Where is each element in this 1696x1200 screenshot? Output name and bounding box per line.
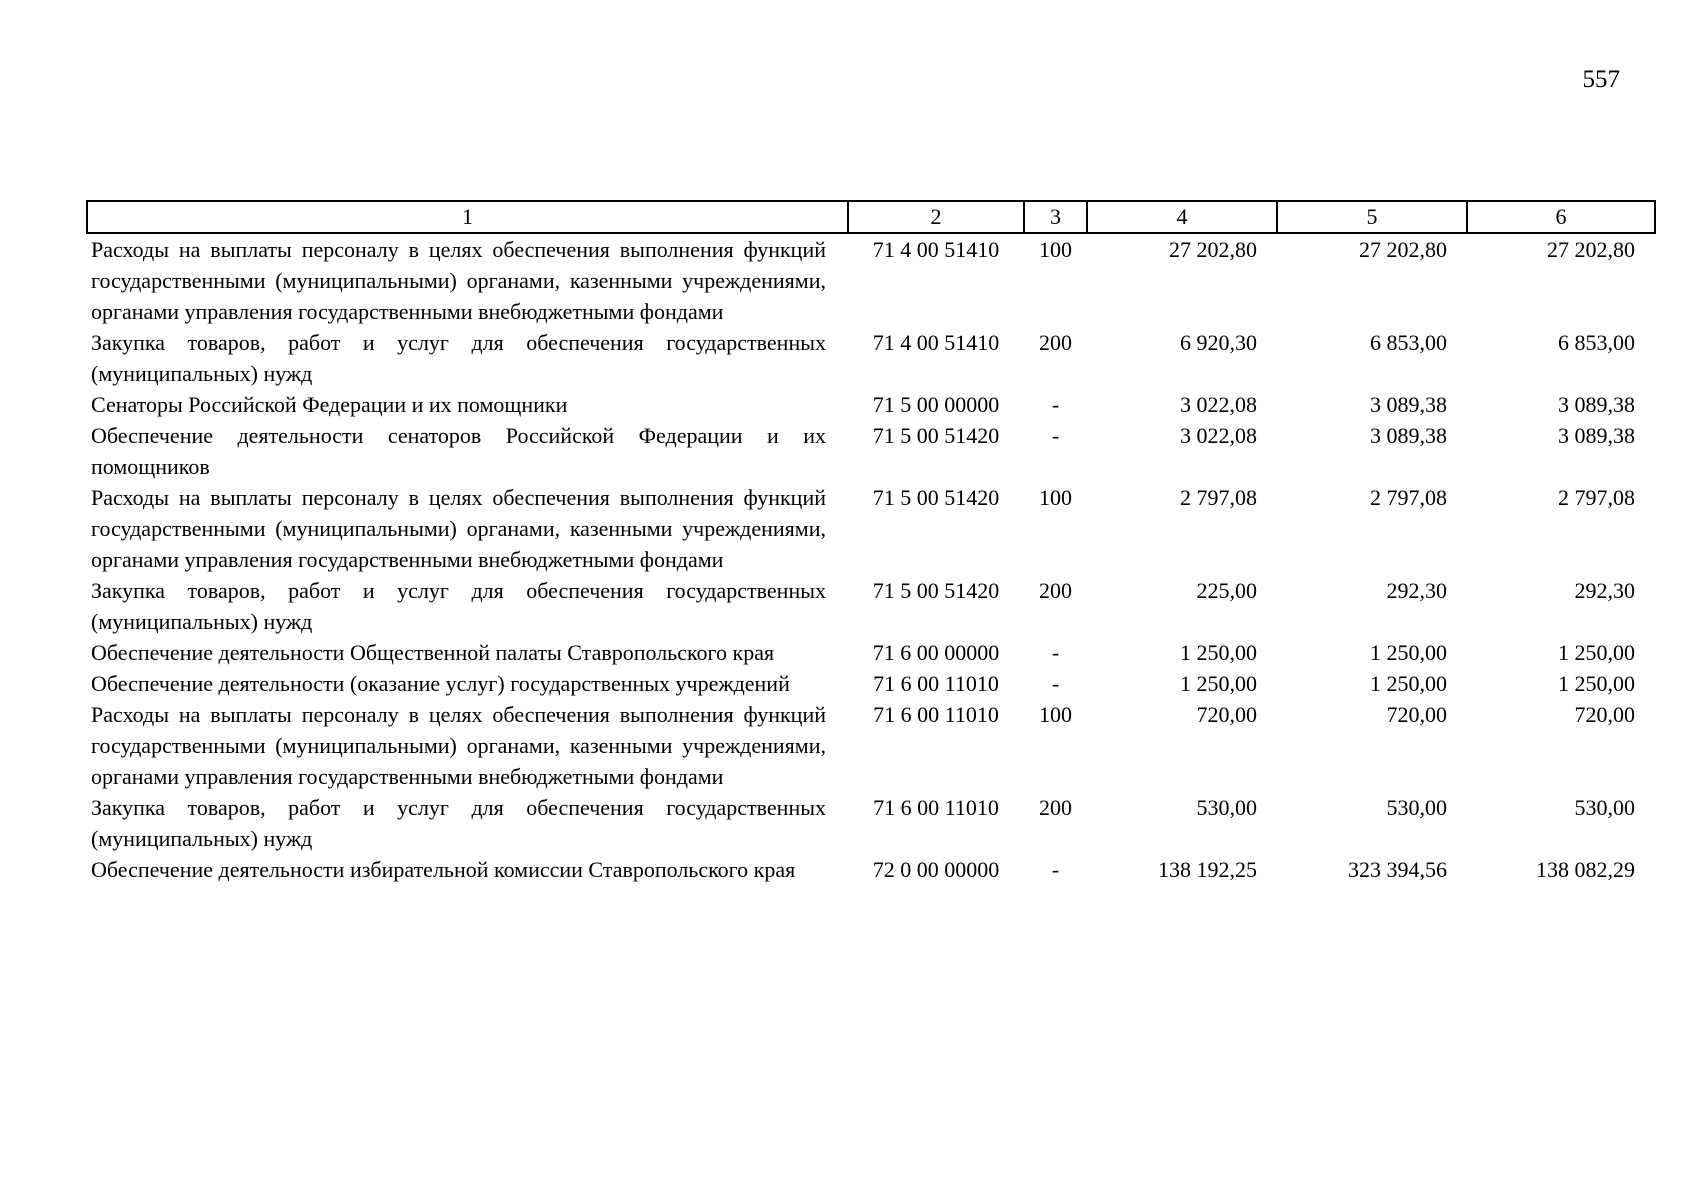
amount-col5: 1 250,00 xyxy=(1370,671,1447,696)
budget-table xyxy=(86,200,1656,885)
expense-name: Закупка товаров, работ и услуг для обеспечения государственных (муниципальных) нужд xyxy=(91,330,826,386)
amount-col6: 3 089,38 xyxy=(1558,392,1635,417)
table-row xyxy=(87,327,1655,389)
expense-kind: 100 xyxy=(1039,702,1072,727)
target-code: 71 6 00 11010 xyxy=(873,795,999,820)
table-header xyxy=(87,201,1655,233)
expense-kind: - xyxy=(1051,423,1060,448)
amount-col4: 6 920,30 xyxy=(1180,330,1257,355)
column-header-3: 3 xyxy=(1024,201,1087,233)
expense-name: Обеспечение деятельности (оказание услуг) государственных учреждений xyxy=(91,671,790,696)
target-code: 71 5 00 51420 xyxy=(872,423,1000,448)
target-code: 71 5 00 51420 xyxy=(872,578,1000,603)
column-header-6: 6 xyxy=(1467,201,1655,233)
expense-name: Закупка товаров, работ и услуг для обеспечения государственных (муниципальных) нужд xyxy=(91,578,826,634)
amount-col4: 27 202,80 xyxy=(1169,237,1257,262)
amount-col4: 530,00 xyxy=(1196,795,1257,820)
table-row xyxy=(87,233,1655,327)
target-code: 71 5 00 00000 xyxy=(872,392,1000,417)
target-code: 71 4 00 51410 xyxy=(872,330,1000,355)
table-row xyxy=(87,699,1655,792)
amount-col4: 720,00 xyxy=(1196,702,1257,727)
header-row xyxy=(87,201,1655,233)
expense-kind: 200 xyxy=(1039,795,1072,820)
amount-col6: 6 853,00 xyxy=(1558,330,1635,355)
amount-col5: 323 394,56 xyxy=(1348,857,1447,882)
amount-col4: 1 250,00 xyxy=(1180,671,1257,696)
expense-kind: - xyxy=(1051,857,1060,882)
amount-col5: 2 797,08 xyxy=(1370,485,1447,510)
expense-name: Сенаторы Российской Федерации и их помощники xyxy=(91,392,568,417)
expense-kind: 200 xyxy=(1039,330,1072,355)
expense-name: Расходы на выплаты персоналу в целях обеспечения выполнения функций государственными (муниципальными) органами, казенными учреждениями, органами управления государственными внебюджетными фондами xyxy=(91,485,826,572)
expense-kind: 100 xyxy=(1039,237,1072,262)
amount-col5: 1 250,00 xyxy=(1370,640,1447,665)
amount-col5: 530,00 xyxy=(1386,795,1447,820)
amount-col5: 3 089,38 xyxy=(1370,392,1447,417)
expense-name: Обеспечение деятельности Общественной палаты Ставропольского края xyxy=(91,640,775,665)
amount-col4: 225,00 xyxy=(1196,578,1257,603)
target-code: 71 6 00 11010 xyxy=(873,671,999,696)
expense-kind: - xyxy=(1051,671,1060,696)
expense-name: Расходы на выплаты персоналу в целях обеспечения выполнения функций государственными (муниципальными) органами, казенными учреждениями, органами управления государственными внебюджетными фондами xyxy=(91,702,826,789)
amount-col4: 3 022,08 xyxy=(1180,423,1257,448)
column-header-5: 5 xyxy=(1277,201,1467,233)
table-row xyxy=(87,668,1655,699)
target-code: 71 4 00 51410 xyxy=(872,237,1000,262)
amount-col5: 3 089,38 xyxy=(1370,423,1447,448)
table-row xyxy=(87,482,1655,575)
amount-col4: 2 797,08 xyxy=(1180,485,1257,510)
amount-col6: 530,00 xyxy=(1574,795,1635,820)
table-row xyxy=(87,792,1655,854)
amount-col6: 292,30 xyxy=(1574,578,1635,603)
amount-col6: 27 202,80 xyxy=(1547,237,1635,262)
table-row xyxy=(87,420,1655,482)
amount-col6: 138 082,29 xyxy=(1536,857,1635,882)
expense-name: Закупка товаров, работ и услуг для обеспечения государственных (муниципальных) нужд xyxy=(91,795,826,851)
table-row xyxy=(87,637,1655,668)
amount-col5: 292,30 xyxy=(1386,578,1447,603)
amount-col6: 1 250,00 xyxy=(1558,671,1635,696)
amount-col6: 720,00 xyxy=(1574,702,1635,727)
expense-kind: - xyxy=(1051,392,1060,417)
column-header-1: 1 xyxy=(87,201,848,233)
table-row xyxy=(87,854,1655,885)
column-header-4: 4 xyxy=(1087,201,1277,233)
expense-name: Обеспечение деятельности избирательной комиссии Ставропольского края xyxy=(91,857,796,882)
column-header-2: 2 xyxy=(848,201,1024,233)
amount-col6: 1 250,00 xyxy=(1558,640,1635,665)
expense-kind: - xyxy=(1051,640,1060,665)
expense-kind: 200 xyxy=(1039,578,1072,603)
target-code: 71 6 00 11010 xyxy=(873,702,999,727)
amount-col5: 6 853,00 xyxy=(1370,330,1447,355)
table-row xyxy=(87,575,1655,637)
table-body xyxy=(87,233,1655,885)
amount-col4: 138 192,25 xyxy=(1158,857,1257,882)
target-code: 71 6 00 00000 xyxy=(872,640,1000,665)
target-code: 71 5 00 51420 xyxy=(872,485,1000,510)
page-number: 557 xyxy=(1582,66,1620,93)
table-row xyxy=(87,389,1655,420)
amount-col4: 3 022,08 xyxy=(1180,392,1257,417)
amount-col6: 2 797,08 xyxy=(1558,485,1635,510)
amount-col4: 1 250,00 xyxy=(1180,640,1257,665)
target-code: 72 0 00 00000 xyxy=(872,857,1000,882)
expense-kind: 100 xyxy=(1039,485,1072,510)
expense-name: Обеспечение деятельности сенаторов Российской Федерации и их помощников xyxy=(91,423,826,479)
amount-col5: 27 202,80 xyxy=(1359,237,1447,262)
amount-col5: 720,00 xyxy=(1386,702,1447,727)
expense-name: Расходы на выплаты персоналу в целях обеспечения выполнения функций государственными (муниципальными) органами, казенными учреждениями, органами управления государственными внебюджетными фондами xyxy=(91,237,826,324)
amount-col6: 3 089,38 xyxy=(1558,423,1635,448)
